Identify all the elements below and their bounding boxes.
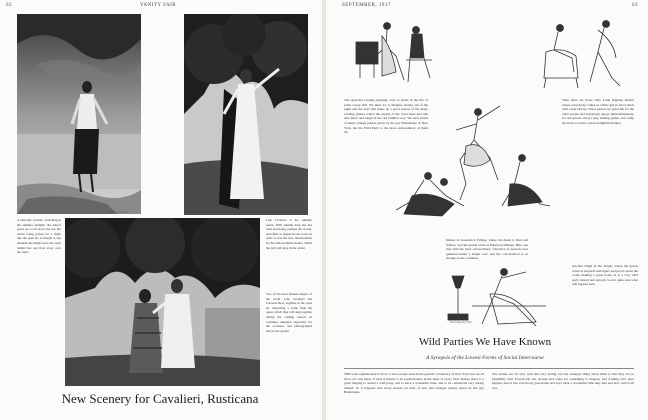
caption-two-singers: Two of the most famous singers of the world, Lina Cavalieri and Lucrezia Bori, together in the open air, rehearsing a scene from the opera which they will sing together during the coming season, in costumes designed especially for the occasion, and photographed here in the garden [266, 292, 312, 333]
drawing-credit: Drawings by Fish [450, 320, 472, 324]
right-running-head: SEPTEMBER, 1917 [342, 3, 391, 8]
text-block-a: The sprawled evening hanging, once at home in the life of some weary hall. We must try to imagine arising out of the night and the days that make up a good season of the many evening parties where the people of the town meet and talk and dance and laugh in the old familiar way. We have heard of many strange parties given by the gay Bohemians of New York, but the Wild Party is the most extraordinary of them all. [344, 98, 428, 135]
right-page-subtitle: A Synopsis of the Lowest Forms of Social Intercourse [426, 355, 544, 361]
text-block-b: Then there are those Jolly Little Ingenue Parties where everybody comes as a little girl in short skirts with a hair ribbon. These parties are great fun for the older people and everybody enjoys them immensely, for the guests always play kissing games and romp about the room in a most delightful manner. [562, 98, 634, 125]
drawing-dancers [390, 100, 560, 230]
right-page-number: 63 [632, 3, 638, 8]
photo-garden-gown [184, 14, 308, 215]
photo-seaside-dancer [17, 14, 141, 214]
section-rule [344, 368, 634, 369]
article-body-left: THE term sophisticated is more or less loosely used in the general vocabulary of New York, but we all have our own ideas of what it means to be sophisticated. In the heart of every New Yorker, there is a great longing to attend a wild party, and to have a wonderful time, and to be considered very daring indeed. So it happens that every season we hear of new and stranger parties given by the gay Bohemians. [344, 372, 484, 395]
drawing-chair-couple [532, 12, 632, 92]
article-body-right: The parties are all very wild and very daring, but the strangest thing about them is that they are so frightfully dull. Everybody sits around and waits for something to happen, and nothing ever does happen, and at last everybody goes home and says what a wonderful time they had and how wild it all was. [492, 372, 634, 390]
left-page-title: New Scenery for Cavalieri, Rusticana [61, 391, 259, 406]
text-block-d: Another Night in the Jungle, where the guests come as leopards and tigers and prowl about the room, making a great noise. It is a very wild party indeed and nobody is ever quite sure what will happen next. [572, 264, 638, 287]
left-running-head: VANITY FAIR [140, 3, 177, 8]
right-page-title: Wild Parties We Have Known [418, 336, 552, 348]
drawing-lamp-dancer [446, 264, 566, 336]
left-page [0, 0, 322, 420]
photo-two-singers [65, 218, 260, 386]
right-page [326, 0, 648, 420]
caption-cavalieri: Lina Cavalieri at her summer estate. With autumn long she has been practicing, perhaps the woods, and offers to appear in one scene, in order to test her new interpretation for the famous Prima Donna, which the lady will give in the winter [266, 218, 312, 250]
left-page-number: 62 [6, 3, 12, 8]
photo-credit: ARNOLD GENTHE [108, 211, 130, 214]
caption-seaside: A faun-like creature, frolicking in the summer sunlight, the dancer poses on a rock above the sea, her whole being poised for a flight into the open air, as though at any moment she might leave the earth behind her and float away over the water [17, 218, 61, 255]
drawing-piano-couple [352, 12, 442, 90]
text-block-c: Dinner in Greenwich Village, where the menu is 'Red and Yellow,' and the guests come as Futurist paintings. Here one may find the most extraordinary collection of persons ever gathered under a single roof, and the conversation is as strange as the costumes. [446, 238, 528, 261]
